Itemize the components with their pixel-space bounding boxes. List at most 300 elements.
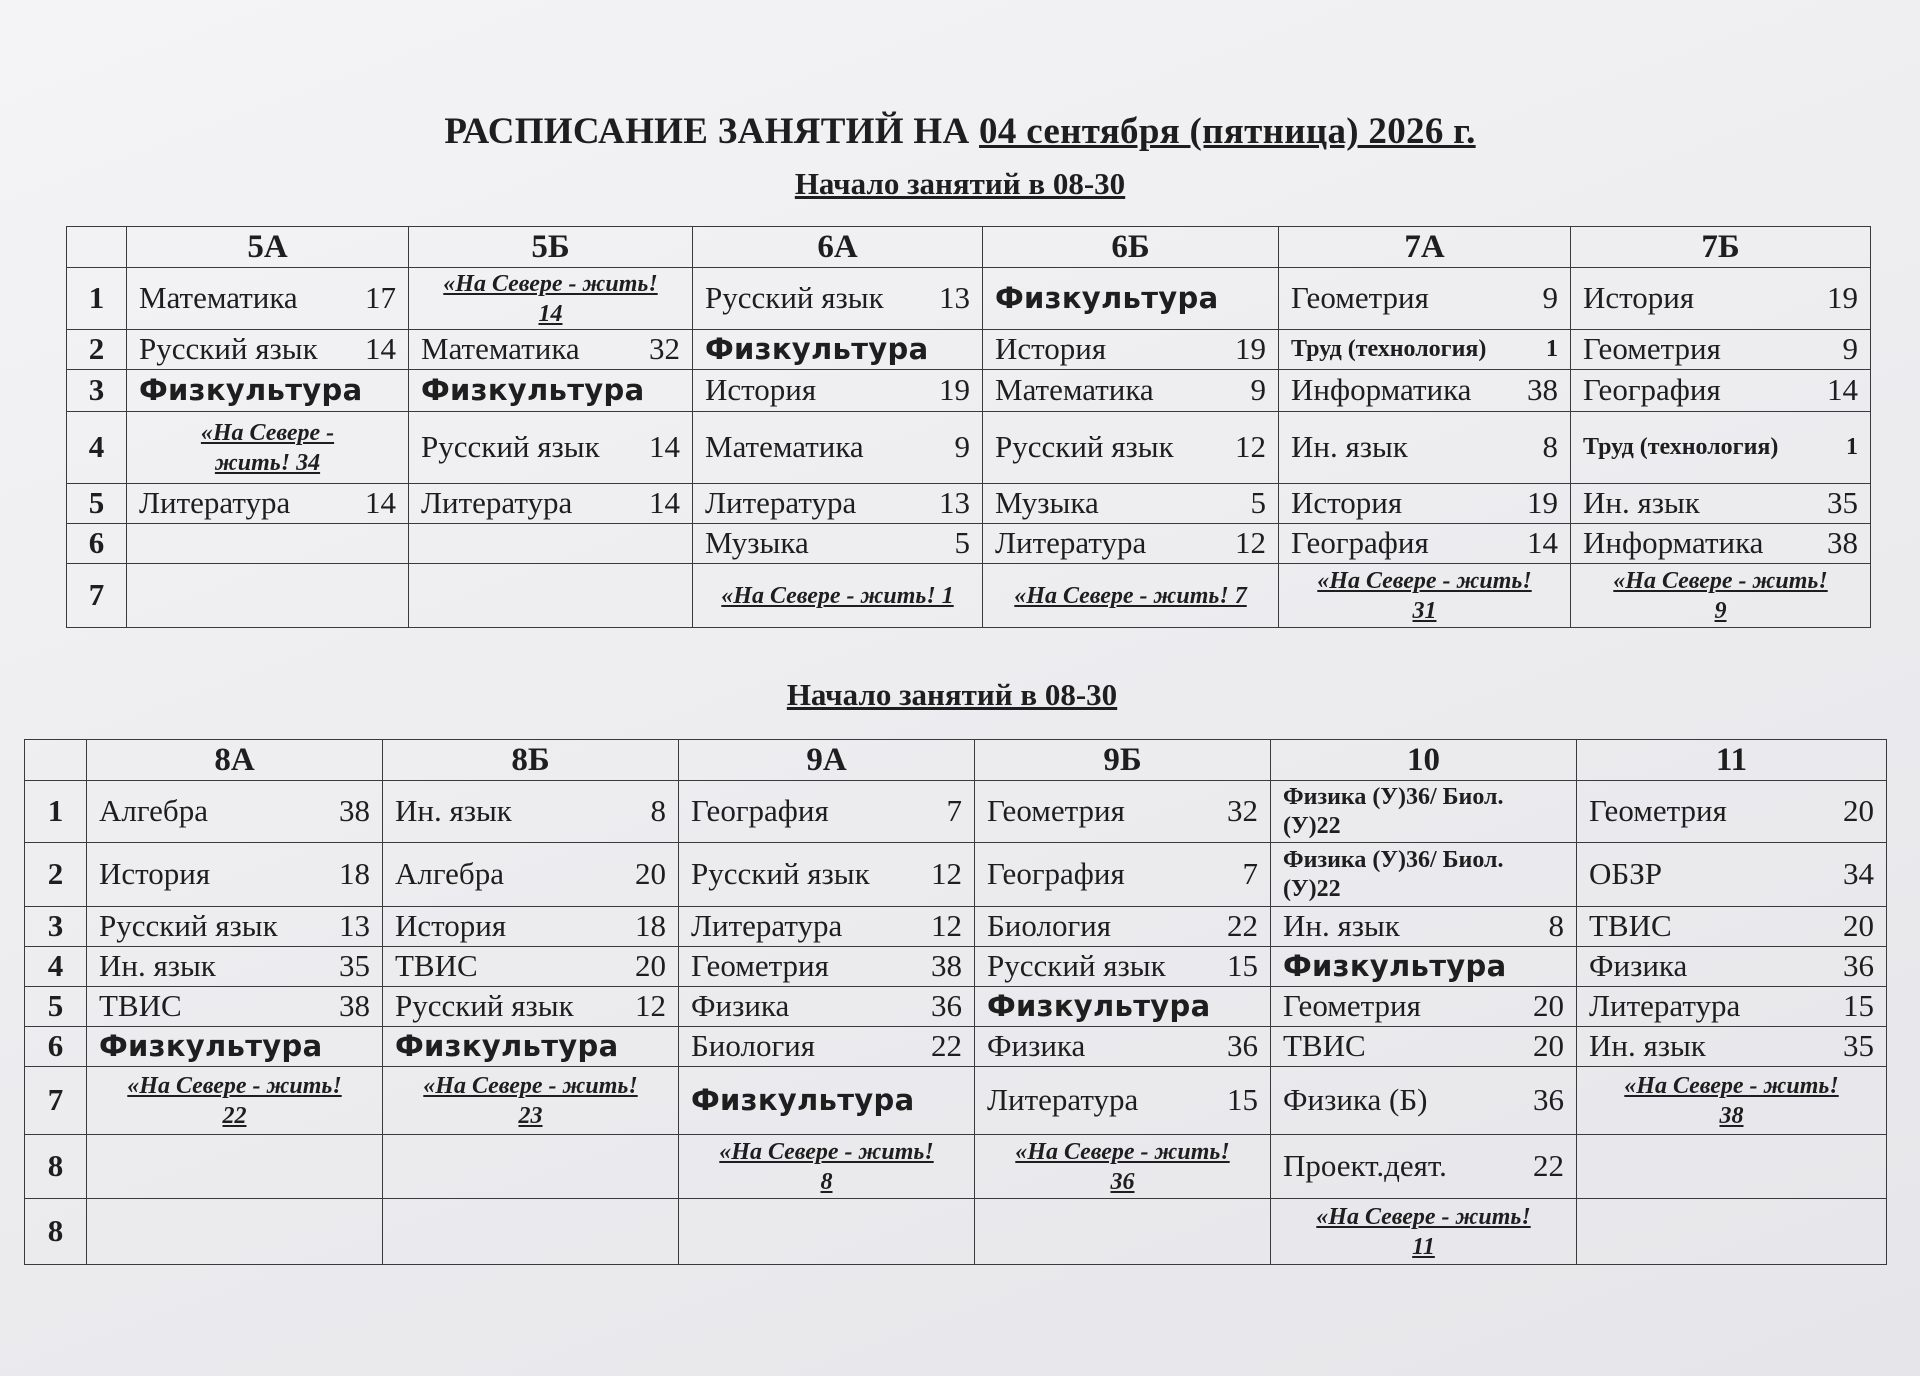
lesson-number: 8	[25, 1135, 87, 1199]
room-number: 38	[1527, 372, 1558, 408]
lesson-entry	[995, 374, 1266, 407]
lesson-cell	[1271, 781, 1577, 843]
subject-name: Труд (технология)	[1291, 335, 1487, 362]
lesson-cell	[1279, 564, 1571, 628]
lesson-cell	[1279, 268, 1571, 330]
lesson-cell	[87, 987, 383, 1027]
north-program-line: 31	[1412, 597, 1437, 624]
room-number: 18	[339, 856, 370, 892]
room-number: 22	[1533, 1148, 1564, 1184]
lesson-cell	[383, 781, 679, 843]
north-program-line: 23	[518, 1102, 543, 1129]
lesson-cell	[127, 484, 409, 524]
subject-name: Физкультура	[139, 373, 363, 408]
subject-name: Математика	[705, 429, 864, 465]
lesson-cell	[679, 1067, 975, 1135]
lesson-cell	[1571, 484, 1871, 524]
room-number: 7	[946, 793, 962, 829]
lesson-entry	[1283, 1030, 1564, 1063]
subject-name: Литература	[139, 485, 291, 521]
lesson-entry	[691, 1083, 962, 1118]
lesson-entry	[1283, 910, 1564, 943]
room-number: 38	[339, 793, 370, 829]
subject-name: Русский язык	[99, 908, 278, 944]
lesson-entry	[1589, 1030, 1874, 1063]
subject-name: Физика	[691, 988, 790, 1024]
room-number: 20	[635, 856, 666, 892]
lesson-cell	[1577, 947, 1887, 987]
lesson-cell	[1577, 843, 1887, 907]
subject-name: Физкультура	[987, 989, 1211, 1024]
lesson-entry	[1589, 795, 1874, 828]
lesson-entry	[421, 333, 680, 366]
lesson-cell	[679, 907, 975, 947]
subject-name: Ин. язык	[99, 948, 216, 984]
north-program-line: «На Севере - жить!	[1613, 567, 1828, 594]
subject-name: ТВИС	[395, 948, 478, 984]
subject-name: Ин. язык	[1583, 485, 1700, 521]
lesson-entry	[1589, 950, 1874, 983]
lesson-cell	[127, 330, 409, 370]
lesson-cell	[983, 268, 1279, 330]
lesson-entry	[1583, 282, 1858, 315]
lesson-cell	[679, 947, 975, 987]
lesson-cell	[983, 370, 1279, 412]
class-header: 5А	[127, 227, 409, 268]
north-program-label	[139, 418, 396, 478]
subject-name: Физкультура	[1283, 949, 1507, 984]
lesson-entry	[139, 487, 396, 520]
room-number: 20	[1533, 1028, 1564, 1064]
lesson-cell	[1577, 987, 1887, 1027]
lesson-entry	[987, 858, 1258, 891]
lesson-number: 8	[25, 1199, 87, 1265]
lesson-cell	[1577, 1067, 1887, 1135]
subject-name: Физика (У)36/ Биол.(У)22	[1283, 783, 1504, 839]
lesson-cell	[1271, 1199, 1577, 1265]
lesson-cell	[409, 564, 693, 628]
lesson-row	[67, 268, 1871, 330]
lesson-cell	[87, 1135, 383, 1199]
lesson-cell	[1271, 1135, 1577, 1199]
north-program-line: жить! 34	[214, 449, 321, 476]
room-number: 9	[1542, 280, 1558, 316]
room-number: 5	[1250, 485, 1266, 521]
room-number: 32	[649, 331, 680, 367]
room-number: 5	[954, 525, 970, 561]
subject-name: Биология	[691, 1028, 816, 1064]
lesson-entry	[139, 282, 396, 315]
lesson-entry	[705, 374, 970, 407]
start-time-label-1: Начало занятий в 08-30	[794, 166, 1126, 201]
room-number: 14	[365, 331, 396, 367]
lesson-cell	[1271, 1027, 1577, 1067]
lesson-number: 3	[25, 907, 87, 947]
subject-name: ОБЗР	[1589, 856, 1662, 892]
class-header: 7А	[1279, 227, 1571, 268]
lesson-entry	[421, 431, 680, 464]
north-program-label	[705, 581, 970, 611]
lesson-entry	[1589, 858, 1874, 891]
lesson-cell	[409, 330, 693, 370]
north-program-label	[1283, 1202, 1564, 1262]
lesson-entry	[395, 795, 666, 828]
lesson-cell	[693, 330, 983, 370]
lesson-entry	[705, 332, 970, 367]
subject-name: Алгебра	[99, 793, 208, 829]
lesson-row	[25, 987, 1887, 1027]
lesson-entry	[1283, 1150, 1564, 1183]
room-number: 19	[1527, 485, 1558, 521]
lesson-row	[25, 1199, 1887, 1265]
subject-name: Русский язык	[421, 429, 600, 465]
lesson-cell	[383, 1135, 679, 1199]
room-number: 38	[339, 988, 370, 1024]
lesson-cell	[409, 370, 693, 412]
lesson-entry	[1283, 949, 1564, 984]
lesson-cell	[1571, 524, 1871, 564]
subject-name: История	[705, 372, 817, 408]
lesson-cell	[383, 907, 679, 947]
lesson-cell	[679, 781, 975, 843]
lesson-cell	[1271, 947, 1577, 987]
subject-name: Физкультура	[421, 373, 645, 408]
lesson-cell	[1571, 268, 1871, 330]
lesson-entry	[1291, 282, 1558, 315]
lesson-entry	[691, 910, 962, 943]
subject-name: Биология	[987, 908, 1112, 944]
room-number: 19	[1235, 331, 1266, 367]
lesson-entry	[1283, 990, 1564, 1023]
lesson-cell	[127, 370, 409, 412]
lesson-entry	[1589, 990, 1874, 1023]
subject-name: ТВИС	[1283, 1028, 1366, 1064]
class-header: 6А	[693, 227, 983, 268]
subject-name: Проект.деят.	[1283, 1148, 1447, 1184]
room-number: 13	[939, 485, 970, 521]
lesson-cell	[975, 947, 1271, 987]
room-number: 15	[1227, 948, 1258, 984]
lesson-row	[67, 330, 1871, 370]
north-program-line: 8	[820, 1168, 833, 1195]
lesson-entry	[1283, 783, 1564, 841]
room-number: 9	[1842, 331, 1858, 367]
lesson-number: 2	[25, 843, 87, 907]
class-header: 6Б	[983, 227, 1279, 268]
class-header: 8А	[87, 740, 383, 781]
lesson-number: 5	[25, 987, 87, 1027]
subject-name: Русский язык	[139, 331, 318, 367]
class-header: 7Б	[1571, 227, 1871, 268]
room-number: 7	[1242, 856, 1258, 892]
lesson-entry	[99, 950, 370, 983]
subject-name: Русский язык	[995, 429, 1174, 465]
lesson-entry	[995, 333, 1266, 366]
subject-name: Русский язык	[691, 856, 870, 892]
lesson-entry	[395, 990, 666, 1023]
lesson-cell	[383, 947, 679, 987]
lesson-cell	[975, 1199, 1271, 1265]
lesson-row	[67, 524, 1871, 564]
room-number: 12	[635, 988, 666, 1024]
lesson-row	[25, 843, 1887, 907]
room-number: 9	[954, 429, 970, 465]
room-number: 12	[1235, 429, 1266, 465]
north-program-label	[1583, 566, 1858, 626]
lesson-number: 4	[67, 412, 127, 484]
lesson-cell	[409, 268, 693, 330]
room-number: 17	[365, 280, 396, 316]
lesson-entry	[99, 858, 370, 891]
lesson-cell	[1271, 843, 1577, 907]
subject-name: Физика (Б)	[1283, 1082, 1428, 1118]
lesson-cell	[1577, 1199, 1887, 1265]
lesson-row	[67, 564, 1871, 628]
class-header: 10	[1271, 740, 1577, 781]
lesson-cell	[1577, 781, 1887, 843]
lesson-cell	[409, 412, 693, 484]
north-program-line: 38	[1719, 1102, 1744, 1129]
room-number: 36	[1227, 1028, 1258, 1064]
north-program-line: 14	[538, 300, 563, 327]
subject-name: Физкультура	[705, 332, 929, 367]
subject-name: Математика	[995, 372, 1154, 408]
lesson-cell	[693, 268, 983, 330]
lesson-cell	[409, 484, 693, 524]
start-time-label-2: Начало занятий в 08-30	[786, 677, 1118, 712]
lesson-cell	[679, 987, 975, 1027]
room-number: 14	[649, 429, 680, 465]
subject-name: История	[99, 856, 211, 892]
room-number: 19	[1827, 280, 1858, 316]
lesson-entry	[1291, 431, 1558, 464]
north-program-line: 9	[1714, 597, 1727, 624]
north-program-label	[987, 1137, 1258, 1197]
lesson-entry	[99, 990, 370, 1023]
room-number: 20	[1533, 988, 1564, 1024]
lesson-entry	[691, 1030, 962, 1063]
lesson-entry	[395, 1029, 666, 1064]
north-program-label	[995, 581, 1266, 611]
north-program-line: «На Севере - жить!	[423, 1072, 638, 1099]
room-number: 12	[931, 856, 962, 892]
north-program-line: «На Севере - жить!	[127, 1072, 342, 1099]
lesson-cell	[383, 1027, 679, 1067]
subject-name: Литература	[995, 525, 1147, 561]
lesson-row	[25, 1027, 1887, 1067]
subject-name: Физкультура	[99, 1029, 323, 1064]
schedule-table-grades-8-11	[24, 739, 1887, 1265]
lesson-entry	[691, 990, 962, 1023]
lesson-cell	[975, 907, 1271, 947]
lesson-cell	[1571, 564, 1871, 628]
room-number: 35	[339, 948, 370, 984]
lesson-cell	[383, 843, 679, 907]
lesson-number: 1	[25, 781, 87, 843]
class-header: 9А	[679, 740, 975, 781]
lesson-entry	[987, 1084, 1258, 1117]
subject-name: Математика	[421, 331, 580, 367]
room-number: 19	[939, 372, 970, 408]
corner-cell	[67, 227, 127, 268]
room-number: 20	[1843, 793, 1874, 829]
lesson-cell	[127, 268, 409, 330]
lesson-row	[25, 1067, 1887, 1135]
north-program-line: «На Севере - жить!	[1317, 567, 1532, 594]
room-number: 13	[339, 908, 370, 944]
lesson-cell	[87, 843, 383, 907]
room-number: 14	[365, 485, 396, 521]
lesson-cell	[383, 1199, 679, 1265]
north-program-label	[1589, 1071, 1874, 1131]
lesson-entry	[1583, 435, 1858, 460]
title-prefix: РАСПИСАНИЕ ЗАНЯТИЙ НА	[444, 111, 980, 152]
subject-name: История	[395, 908, 507, 944]
lesson-row	[67, 484, 1871, 524]
lesson-cell	[1571, 330, 1871, 370]
subject-name: Геометрия	[1583, 331, 1721, 367]
north-program-line: «На Севере - жить!	[443, 270, 658, 297]
north-program-line: 22	[222, 1102, 247, 1129]
lesson-entry	[99, 795, 370, 828]
lesson-number: 1	[67, 268, 127, 330]
lesson-entry	[705, 282, 970, 315]
lesson-entry	[987, 950, 1258, 983]
room-number: 14	[649, 485, 680, 521]
subject-name: Литература	[691, 908, 843, 944]
subject-name: Физика	[1589, 948, 1688, 984]
lesson-cell	[383, 987, 679, 1027]
room-number: 14	[1527, 525, 1558, 561]
north-program-line: «На Севере - жить!	[719, 1138, 934, 1165]
room-number: 15	[1227, 1082, 1258, 1118]
lesson-entry	[691, 858, 962, 891]
subject-name: География	[691, 793, 829, 829]
lesson-cell	[87, 907, 383, 947]
lesson-entry	[987, 1030, 1258, 1063]
lesson-cell	[983, 564, 1279, 628]
lesson-cell	[1271, 907, 1577, 947]
lesson-entry	[987, 910, 1258, 943]
lesson-entry	[1283, 1084, 1564, 1117]
lesson-cell	[1279, 370, 1571, 412]
lesson-entry	[987, 989, 1258, 1024]
subject-name: Музыка	[995, 485, 1099, 521]
room-number: 20	[635, 948, 666, 984]
lesson-entry	[705, 431, 970, 464]
north-program-label	[691, 1137, 962, 1197]
north-program-label	[395, 1071, 666, 1131]
lesson-entry	[99, 910, 370, 943]
lesson-row	[25, 781, 1887, 843]
north-program-line: 11	[1412, 1233, 1435, 1260]
room-number: 22	[1227, 908, 1258, 944]
subject-name: История	[995, 331, 1107, 367]
lesson-entry	[1583, 374, 1858, 407]
north-program-label	[421, 269, 680, 329]
lesson-cell	[693, 484, 983, 524]
lesson-row	[67, 370, 1871, 412]
lesson-cell	[693, 524, 983, 564]
north-program-line: «На Севере -	[200, 419, 335, 446]
subject-name: Русский язык	[395, 988, 574, 1024]
lesson-cell	[1271, 1067, 1577, 1135]
room-number: 15	[1843, 988, 1874, 1024]
lesson-cell	[1279, 524, 1571, 564]
subject-name: Информатика	[1291, 372, 1472, 408]
title-date: 04 сентября (пятница) 2026 г.	[979, 111, 1476, 152]
lesson-entry	[1283, 846, 1564, 904]
room-number: 8	[1542, 429, 1558, 465]
lesson-cell	[983, 484, 1279, 524]
room-number: 38	[931, 948, 962, 984]
lesson-entry	[995, 487, 1266, 520]
lesson-entry	[691, 950, 962, 983]
lesson-entry	[1583, 333, 1858, 366]
lesson-entry	[421, 373, 680, 408]
lesson-cell	[693, 412, 983, 484]
lesson-entry	[139, 373, 396, 408]
lesson-entry	[987, 795, 1258, 828]
room-number: 18	[635, 908, 666, 944]
lesson-entry	[691, 795, 962, 828]
north-program-line: «На Севере - жить!	[1015, 1138, 1230, 1165]
lesson-cell	[87, 1027, 383, 1067]
lesson-cell	[1571, 370, 1871, 412]
lesson-entry	[139, 333, 396, 366]
room-number: 36	[931, 988, 962, 1024]
lesson-number: 6	[67, 524, 127, 564]
lesson-number: 2	[67, 330, 127, 370]
room-number: 36	[1843, 948, 1874, 984]
room-number: 36	[1533, 1082, 1564, 1118]
lesson-row	[25, 947, 1887, 987]
lesson-cell	[975, 987, 1271, 1027]
lesson-entry	[395, 950, 666, 983]
lesson-entry	[705, 527, 970, 560]
lesson-cell	[1279, 412, 1571, 484]
lesson-cell	[127, 524, 409, 564]
north-program-label	[99, 1071, 370, 1131]
subject-name: Физкультура	[691, 1083, 915, 1118]
class-header: 9Б	[975, 740, 1271, 781]
header-row	[67, 227, 1871, 268]
room-number: 14	[1827, 372, 1858, 408]
subject-name: Математика	[139, 280, 298, 316]
lesson-entry	[395, 910, 666, 943]
subject-name: ТВИС	[1589, 908, 1672, 944]
lesson-row	[67, 412, 1871, 484]
lesson-cell	[1577, 1135, 1887, 1199]
subject-name: Физика (У)36/ Биол.(У)22	[1283, 846, 1504, 902]
lesson-cell	[679, 1027, 975, 1067]
lesson-entry	[421, 487, 680, 520]
lesson-number: 7	[67, 564, 127, 628]
class-header: 5Б	[409, 227, 693, 268]
subject-name: Геометрия	[691, 948, 829, 984]
north-program-line: 36	[1110, 1168, 1135, 1195]
room-number: 22	[931, 1028, 962, 1064]
lesson-row	[25, 907, 1887, 947]
lesson-cell	[693, 564, 983, 628]
lesson-cell	[1577, 907, 1887, 947]
room-number: 8	[1548, 908, 1564, 944]
north-program-label	[1291, 566, 1558, 626]
lesson-entry	[995, 431, 1266, 464]
room-number: 32	[1227, 793, 1258, 829]
room-number: 38	[1827, 525, 1858, 561]
lesson-entry	[995, 527, 1266, 560]
